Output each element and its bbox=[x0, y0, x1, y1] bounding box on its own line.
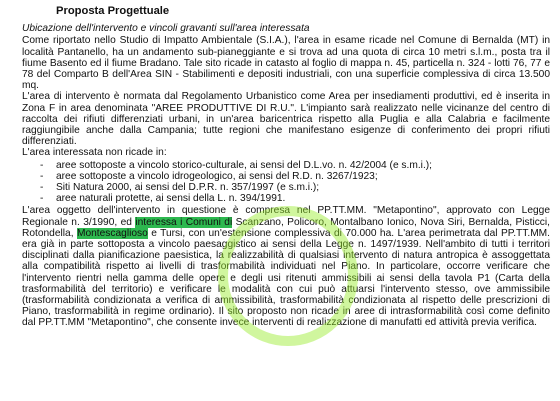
list-item: - Siti Natura 2000, ai sensi del D.P.R. n. 357/1997 (e s.m.i.); bbox=[40, 182, 550, 193]
text-segment: Scanzano, Policoro, Montalbano Ionico, Nova Siri, Bernalda, Pisticci, Rotondella, bbox=[22, 216, 550, 239]
section-subtitle: Ubicazione dell'intervento e vincoli gravanti sull'area interessata bbox=[22, 23, 310, 35]
paragraph-location: Come riportato nello Studio di Impatto Ambientale (S.I.A.), l'area in esame ricade nel Comune di Bernalda (MT) in località Pantanello, ha un andamento sub-pianeggiante e si trova ad una quota di circa 10 metri s.l.m., posta tra il fiume Basento ed il fiume Bradano. Tale sito ricade in catasto al foglio di mappa n. 45, particella n. 324 - lotti 76, 77 e 78 del Comparto B dell'Area SIN - Stabilimenti e depositi industriali, con una superficie complessiva di circa 13.500 mq. bbox=[22, 35, 550, 92]
paragraph-constraints-intro: L'area interessata non ricade in: bbox=[22, 147, 167, 159]
document-page bbox=[22, 6, 550, 329]
text-segment: e Tursi, con un'estensione complessiva di 70.000 ha. L'area perimetrata dal PP.TT.MM. era già in parte sottoposta a vincolo paesaggistico ai sensi della Legge n. 1497/1939. Nell'ambito di tutti i territori disciplinati dalla pianificazione paesistica, la realizzabilità di qualsiasi intervento di natura antropica è assoggettata alla compatibilità rispetto ai livelli di trasformabilità individuati nel Piano. In particolare, occorre verificare che l'intervento rientri nella gamma delle opere e degli usi ritenuti ammissibili ai sensi della tavola P1 (Carta della trasformabilità del territorio) e verificare le modalità con cui può attuarsi l'intervento stesso, ove ammissibile (trasformabilità condizionata a verifica di ammissibilità, trasformabilità condizionata al rispetto delle prescrizioni di Piano, trasformabilità in regime ordinario). Il sito proposto non ricade in aree di intrasformabilità così come definito dal PP.TT.MM "Metapontino", che consente invece interventi di realizzazione di manufatti ed attività previa verifica. bbox=[22, 227, 550, 329]
constraints-list bbox=[22, 160, 550, 205]
highlighted-text: Montescaglioso bbox=[76, 227, 148, 239]
list-item: - aree sottoposte a vincolo idrogeologico, ai sensi del R.D. n. 3267/1923; bbox=[40, 171, 550, 182]
paragraph-landscape-plan bbox=[22, 205, 550, 328]
list-item: - aree sottoposte a vincolo storico-culturale, ai sensi del D.L.vo. n. 42/2004 (e s.m.i.); bbox=[40, 160, 550, 171]
section-title: Proposta Progettuale bbox=[56, 5, 170, 17]
paragraph-zoning: L'area di intervento è normata dal Regolamento Urbanistico come Area per insediamenti produttivi, ed è inserita in Zona F in area denominata "AREE PRODUTTIVE DI R.U.". L'impianto sarà realizzato nelle vicinanze del centro di raccolta dei rifiuti differenziati urbani, in un'area baricentrica rispetto alla Puglia e alla Calabria e facilmente raggiungibile anche dalla Campania; tutte regioni che manifestano esigenze di conferimento dei propri rifiuti differenziati. bbox=[22, 91, 550, 148]
highlighted-text: interessa i Comuni di bbox=[135, 216, 233, 228]
list-item: - aree naturali protette, ai sensi della L. n. 394/1991. bbox=[40, 193, 550, 204]
text-segment: L'area oggetto dell'intervento in questione è compresa nel PP.TT.MM. "Metapontino", approvato con Legge Regionale n. 3/1990, ed bbox=[22, 205, 550, 228]
